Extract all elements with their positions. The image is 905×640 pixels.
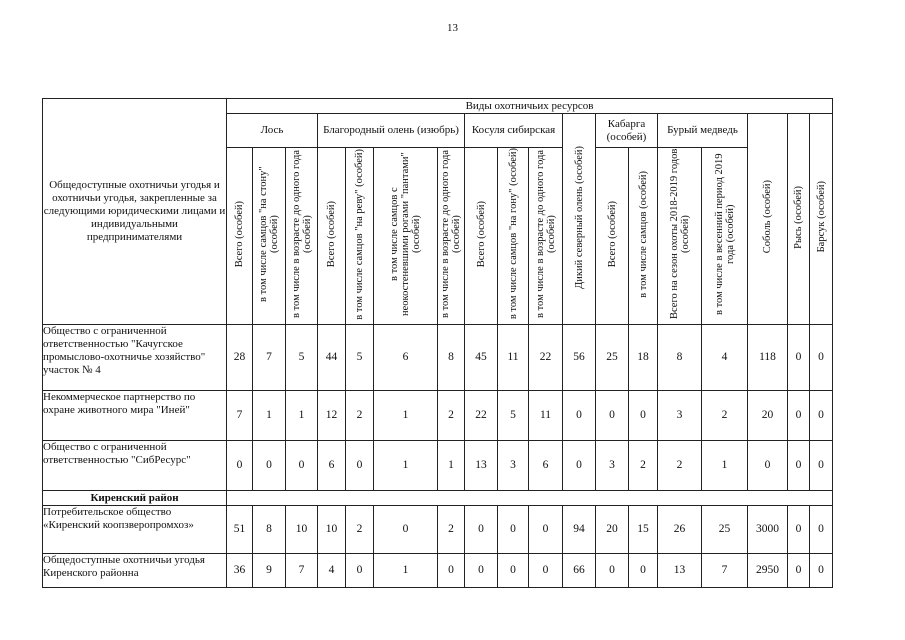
org-name-cell: Потребительское общество «Киренский коопзверопромхоз» bbox=[43, 506, 227, 554]
value-cell: 15 bbox=[629, 506, 658, 554]
value-cell: 0 bbox=[810, 325, 833, 391]
org-column-header: Общедоступные охотничьи угодья и охотничьи угодья, закрепленные за следующими юридическими лицами и индивидуальными предпринимателями bbox=[43, 99, 227, 325]
org-name-cell: Общество с ограниченной ответственностью "СибРесурс" bbox=[43, 441, 227, 491]
value-cell: 0 bbox=[810, 391, 833, 441]
value-cell: 94 bbox=[563, 506, 596, 554]
header-lynx: Рысь (особей) bbox=[788, 114, 810, 325]
district-row bbox=[43, 491, 833, 506]
value-cell: 56 bbox=[563, 325, 596, 391]
value-cell: 22 bbox=[529, 325, 563, 391]
value-cell: 0 bbox=[253, 441, 286, 491]
value-cell: 18 bbox=[629, 325, 658, 391]
value-cell: 3 bbox=[498, 441, 529, 491]
page-number: 13 bbox=[447, 22, 458, 34]
header-sable: Соболь (особей) bbox=[748, 114, 788, 325]
value-cell: 2 bbox=[346, 506, 374, 554]
value-cell: 7 bbox=[253, 325, 286, 391]
group-red-deer: Благородный олень (изюбрь) bbox=[318, 114, 465, 148]
org-name-cell: Общество с ограниченной ответственностью "Качугское промыслово-охотничье хозяйство" участок № 4 bbox=[43, 325, 227, 391]
value-cell: 0 bbox=[629, 554, 658, 588]
value-cell: 1 bbox=[374, 391, 438, 441]
value-cell: 10 bbox=[318, 506, 346, 554]
value-cell: 0 bbox=[563, 391, 596, 441]
subheader-cell: в том числе самцов (особей) bbox=[629, 148, 658, 325]
value-cell: 4 bbox=[318, 554, 346, 588]
value-cell: 0 bbox=[465, 506, 498, 554]
value-cell: 44 bbox=[318, 325, 346, 391]
value-cell: 0 bbox=[788, 391, 810, 441]
value-cell: 0 bbox=[563, 441, 596, 491]
value-cell: 2 bbox=[702, 391, 748, 441]
value-cell: 11 bbox=[498, 325, 529, 391]
subheader-cell: Всего (особей) bbox=[596, 148, 629, 325]
value-cell: 2 bbox=[438, 391, 465, 441]
value-cell: 3 bbox=[596, 441, 629, 491]
subheader-cell: Всего на сезон охоты 2018-2019 годов (особей) bbox=[658, 148, 702, 325]
value-cell: 0 bbox=[286, 441, 318, 491]
hunting-resources-table bbox=[42, 98, 833, 588]
subheader-cell: в том числе в возрасте до одного года (особей) bbox=[286, 148, 318, 325]
org-name-cell: Некоммерческое партнерство по охране животного мира "Иней" bbox=[43, 391, 227, 441]
value-cell: 1 bbox=[374, 441, 438, 491]
value-cell: 8 bbox=[253, 506, 286, 554]
value-cell: 1 bbox=[374, 554, 438, 588]
value-cell: 6 bbox=[529, 441, 563, 491]
subheader-cell: Всего (особей) bbox=[318, 148, 346, 325]
value-cell: 20 bbox=[596, 506, 629, 554]
value-cell: 3000 bbox=[748, 506, 788, 554]
value-cell: 0 bbox=[498, 506, 529, 554]
value-cell: 0 bbox=[810, 441, 833, 491]
value-cell: 7 bbox=[227, 391, 253, 441]
value-cell: 6 bbox=[374, 325, 438, 391]
value-cell: 9 bbox=[253, 554, 286, 588]
table-row bbox=[43, 554, 833, 588]
subheader-cell: в том числе в возрасте до одного года (особей) bbox=[529, 148, 563, 325]
value-cell: 0 bbox=[438, 554, 465, 588]
value-cell: 0 bbox=[596, 554, 629, 588]
value-cell: 0 bbox=[374, 506, 438, 554]
value-cell: 0 bbox=[227, 441, 253, 491]
value-cell: 0 bbox=[498, 554, 529, 588]
value-cell: 13 bbox=[465, 441, 498, 491]
table-row bbox=[43, 391, 833, 441]
value-cell: 2 bbox=[346, 391, 374, 441]
value-cell: 0 bbox=[810, 554, 833, 588]
value-cell: 0 bbox=[465, 554, 498, 588]
value-cell: 8 bbox=[658, 325, 702, 391]
value-cell: 20 bbox=[748, 391, 788, 441]
group-brown-bear: Бурый медведь bbox=[658, 114, 748, 148]
resources-header: Виды охотничьих ресурсов bbox=[227, 99, 833, 114]
value-cell: 0 bbox=[810, 506, 833, 554]
subheader-cell: в том числе самцов "на реву" (особей) bbox=[346, 148, 374, 325]
value-cell: 0 bbox=[346, 441, 374, 491]
value-cell: 45 bbox=[465, 325, 498, 391]
org-name-cell: Общедоступные охотничьи угодья Киренского районна bbox=[43, 554, 227, 588]
value-cell: 0 bbox=[529, 506, 563, 554]
value-cell: 0 bbox=[788, 554, 810, 588]
header-badger: Барсук (особей) bbox=[810, 114, 833, 325]
value-cell: 0 bbox=[596, 391, 629, 441]
value-cell: 6 bbox=[318, 441, 346, 491]
value-cell: 5 bbox=[498, 391, 529, 441]
district-title: Киренский район bbox=[43, 491, 227, 506]
value-cell: 13 bbox=[658, 554, 702, 588]
value-cell: 2950 bbox=[748, 554, 788, 588]
value-cell: 2 bbox=[438, 506, 465, 554]
value-cell: 1 bbox=[438, 441, 465, 491]
value-cell: 0 bbox=[529, 554, 563, 588]
subheader-cell: в том числе в весенний период 2019 года (особей) bbox=[702, 148, 748, 325]
value-cell: 1 bbox=[702, 441, 748, 491]
table-row bbox=[43, 506, 833, 554]
subheader-cell: в том числе самцов "на гону" (особей) bbox=[498, 148, 529, 325]
value-cell: 7 bbox=[286, 554, 318, 588]
value-cell: 4 bbox=[702, 325, 748, 391]
value-cell: 12 bbox=[318, 391, 346, 441]
value-cell: 26 bbox=[658, 506, 702, 554]
value-cell: 10 bbox=[286, 506, 318, 554]
value-cell: 5 bbox=[346, 325, 374, 391]
group-musk-deer: Кабарга (особей) bbox=[596, 114, 658, 148]
value-cell: 2 bbox=[629, 441, 658, 491]
value-cell: 2 bbox=[658, 441, 702, 491]
header-reindeer: Дикий северный олень (особей) bbox=[563, 114, 596, 325]
value-cell: 118 bbox=[748, 325, 788, 391]
value-cell: 0 bbox=[788, 441, 810, 491]
value-cell: 1 bbox=[253, 391, 286, 441]
value-cell: 36 bbox=[227, 554, 253, 588]
value-cell: 0 bbox=[346, 554, 374, 588]
group-roe-deer: Косуля сибирская bbox=[465, 114, 563, 148]
value-cell: 5 bbox=[286, 325, 318, 391]
table-row bbox=[43, 325, 833, 391]
group-elk: Лось bbox=[227, 114, 318, 148]
subheader-cell: в том числе самцов "на стону" (особей) bbox=[253, 148, 286, 325]
value-cell: 51 bbox=[227, 506, 253, 554]
district-row-filler bbox=[227, 491, 833, 506]
value-cell: 25 bbox=[596, 325, 629, 391]
value-cell: 1 bbox=[286, 391, 318, 441]
subheader-cell: Всего (особей) bbox=[227, 148, 253, 325]
subheader-cell: в том числе самцов с неокостеневшими рогами "пантами" (особей) bbox=[374, 148, 438, 325]
value-cell: 28 bbox=[227, 325, 253, 391]
subheader-cell: Всего (особей) bbox=[465, 148, 498, 325]
value-cell: 0 bbox=[788, 506, 810, 554]
value-cell: 8 bbox=[438, 325, 465, 391]
subheader-cell: в том числе в возрасте до одного года (особей) bbox=[438, 148, 465, 325]
value-cell: 0 bbox=[788, 325, 810, 391]
value-cell: 11 bbox=[529, 391, 563, 441]
value-cell: 7 bbox=[702, 554, 748, 588]
value-cell: 3 bbox=[658, 391, 702, 441]
value-cell: 25 bbox=[702, 506, 748, 554]
value-cell: 66 bbox=[563, 554, 596, 588]
value-cell: 22 bbox=[465, 391, 498, 441]
value-cell: 0 bbox=[629, 391, 658, 441]
value-cell: 0 bbox=[748, 441, 788, 491]
table-row bbox=[43, 441, 833, 491]
